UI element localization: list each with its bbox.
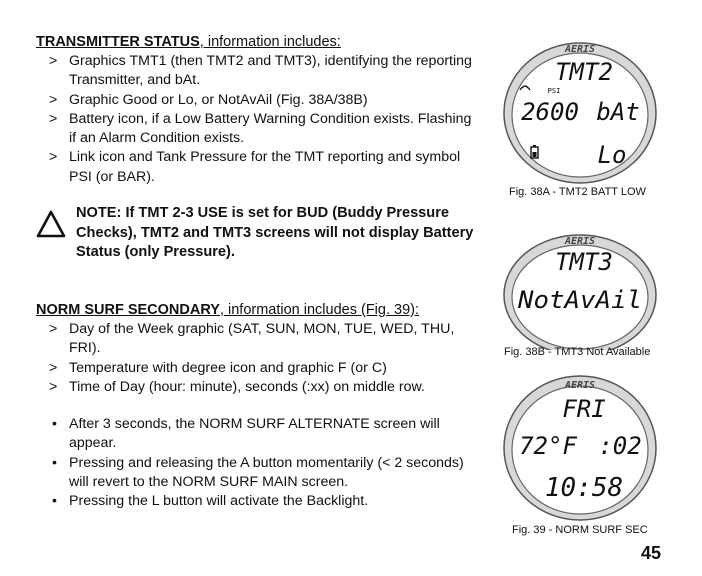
bullet-text: Pressing and releasing the A button momentarily (< 2 seconds) will revert to the NORM SURF MAIN screen. [69, 454, 464, 491]
fig-38b-display [500, 230, 660, 350]
fig-38a-caption: Fig. 38A - TMT2 BATT LOW [509, 186, 646, 198]
list-item [36, 320, 476, 359]
brand-logo: AERIS [564, 380, 596, 391]
battery-terminal [533, 145, 536, 147]
lcd-row3: Lo [597, 141, 627, 169]
lcd-pressure: 2600 [521, 98, 579, 126]
bullet-item [36, 454, 476, 493]
norm-surf-bullets [36, 415, 476, 511]
bullet-item [36, 492, 476, 511]
lcd-time: 10:58 [544, 473, 624, 503]
lcd-row1: TMT2 [555, 58, 613, 86]
heading-rest: , information includes (Fig. 39): [219, 302, 420, 318]
list-marker: > [49, 91, 58, 108]
list-item [36, 52, 476, 91]
list-item [36, 110, 476, 149]
lcd-temperature: 72°F [519, 432, 577, 460]
list-item-text: Temperature with degree icon and graphic F (or C) [69, 359, 387, 376]
list-marker: > [49, 53, 58, 69]
fig-39-caption: Fig. 39 - NORM SURF SEC [512, 524, 648, 536]
list-item [36, 378, 476, 397]
warning-triangle-icon [36, 210, 66, 238]
transmitter-status-section [36, 33, 476, 187]
transmitter-status-heading [36, 33, 476, 52]
brand-logo: AERIS [564, 44, 596, 55]
heading-bold: TRANSMITTER STATUS [36, 34, 200, 50]
list-item-text: Battery icon, if a Low Battery Warning Condition exists. Flashing if an Alarm Condition exists. [69, 110, 472, 147]
heading-bold: NORM SURF SECONDARY [36, 302, 220, 318]
brand-logo: AERIS [564, 236, 596, 247]
bullet-marker: • [52, 454, 57, 471]
list-marker: > [49, 359, 58, 376]
norm-surf-section [36, 301, 476, 512]
list-marker: > [49, 110, 58, 127]
list-marker: > [49, 378, 58, 395]
bullet-item [36, 415, 476, 454]
note-block [36, 204, 476, 263]
lcd-row1: FRI [562, 395, 606, 423]
bullet-marker: • [52, 493, 57, 510]
list-item-text: Time of Day (hour: minute), seconds (:xx) on middle row. [69, 378, 425, 395]
list-item-text: Graphics TMT1 (then TMT2 and TMT3), identifying the reporting Transmitter, and bAt. [69, 53, 472, 89]
bullet-text: After 3 seconds, the NORM SURF ALTERNATE screen will appear. [69, 416, 440, 452]
list-item-text: Day of the Week graphic (SAT, SUN, MON, TUE, WED, THU, FRI). [69, 321, 455, 357]
fig-38b-caption: Fig. 38B - TMT3 Not Available [504, 346, 651, 358]
list-item [36, 148, 476, 187]
battery-level [533, 152, 537, 157]
list-item-text: Link icon and Tank Pressure for the TMT reporting and symbol PSI (or BAR). [69, 149, 461, 185]
norm-surf-heading [36, 301, 476, 320]
lcd-row2: NotAvAil [516, 286, 642, 314]
list-marker: > [49, 321, 58, 337]
lcd-seconds: :02 [598, 432, 642, 460]
list-item-text: Graphic Good or Lo, or NotAvAil (Fig. 38A/38B) [69, 91, 368, 108]
lcd-row1: TMT3 [555, 248, 613, 276]
fig-38a-display [500, 40, 660, 185]
page-number: 45 [641, 543, 662, 563]
bullet-text: Pressing the L button will activate the Backlight. [69, 493, 369, 510]
bullet-marker: • [52, 416, 57, 433]
lcd-bat-text: bAt [596, 98, 640, 126]
transmitter-status-list [36, 52, 476, 187]
lcd-psi-label: PSI [547, 87, 561, 95]
list-item [36, 91, 476, 110]
heading-rest: , information includes: [199, 34, 341, 50]
list-marker: > [49, 149, 58, 166]
note-text: NOTE: If TMT 2-3 USE is set for BUD (Buddy Pressure Checks), TMT2 and TMT3 screens will not display Battery Status (only Pressure). [76, 205, 474, 260]
fig-39-display [500, 372, 660, 522]
list-item [36, 359, 476, 378]
norm-surf-list [36, 320, 476, 397]
